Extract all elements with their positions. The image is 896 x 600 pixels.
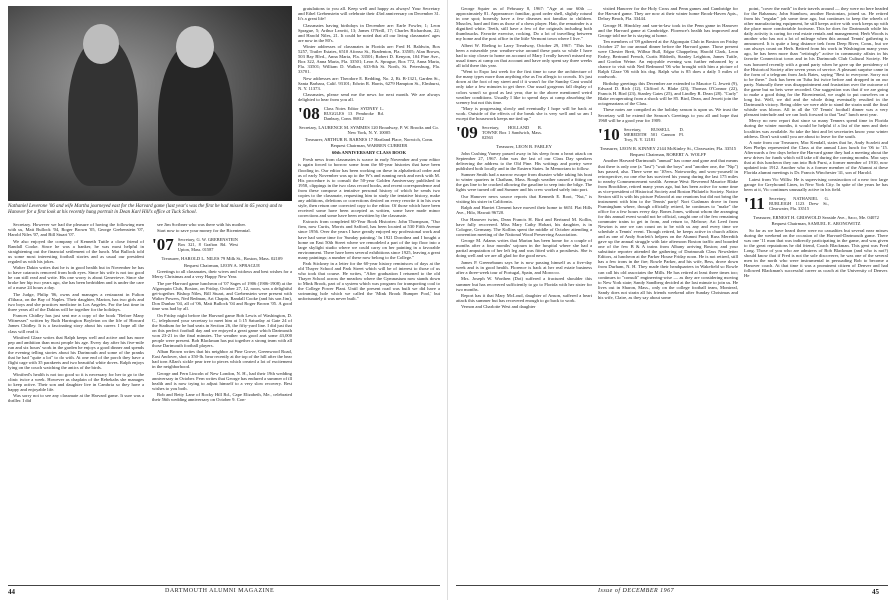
paragraph: George Squier as of February 8, 1967: "Age at our 60th — approximately 81. Appearance: familiar, good order shell, slightly rotund in one spot; honestly have a few diseases not familiar to children. Muscles, hard and firm as those of a chess player. Hair, the remainder is a dignified white. Teeth, still have a few of the originals including both thumbsucks. Favorite exercise, rocking. Do a lot of travelling between my home and the post office in the little Vermont town where I live." [456, 6, 592, 42]
paragraph: Birthday greetings this December are extended to Maurice G. Jewett (9), Edward D. Rich (12), Clifford A. Blake (23), Thomas O'Connor (22), Francis H. Bird (23), Stanley Gates (25), and Lindley R. Dean (28). "Curly" Blake recuperating from a shock will be 85. Bird, Dean, and Jewett join the octogenarians of the Class. [598, 80, 738, 107]
class-editor: Class Notes Editor SYDNEY L. RUGGLES 13 Pembroke Rd. Danbury, Conn. 06812 [323, 106, 384, 122]
paragraph: visited Hanover for the Holy Cross and Penn games and Cambridge for the Harvard game. They are now at their winter home Brook-Haven Apts., Delray Beach, Fla. 33444. [598, 6, 738, 22]
paragraph: The pre-Harvard game luncheon of '07 Sages of 1906 (1906-1908) at the Algonquin Club, Boston, on Friday, October 27, 12, noon, was a delightful get-together. Bishop Niles, Bill Stuart, and Grebenstein were present with Walter Powers, Ned Redman, Art Chapin, Randall Cooke (and his son Jim), Don Dunbar '04, all of '06, Matt Bullock '04 and Roger Brown '05. A good time was had by all. [152, 280, 292, 312]
page-number: 45 [872, 588, 879, 596]
paragraph: James P. Greenebaum says he is now passing himself as a five-day week and is in good health. Florence is back at her real estate business after a three-week tour of Portugal, Spain, and Morocco. [456, 259, 592, 276]
footer-rule [8, 585, 440, 586]
right-col3-top [744, 6, 888, 192]
class-09-header [456, 125, 592, 141]
left-column-2 [152, 222, 292, 582]
paragraph: Start now to save your money for the Bicentennial. [157, 228, 251, 234]
paragraph: Bob and Betty Lane of Rocky Hill Rd., Cape Elizabeth, Me., celebrated their 56th wedding anniversary on October 9. Con- [152, 392, 292, 403]
paragraph: Secretary. However we had the pleasure of having the following men with us, Matt Bullock '04, Roger Brown '05, George Grebenstein '07, Harold Niles '07, and Bill Stuart '07. [8, 222, 144, 238]
paragraph: George M. Adams writes that Marian has been home for a couple of months after a four months' sojourn in the hospital where she had a partial amputation of her left leg and was fitted with a prosthesis. She is doing well and we are all glad for the good news. [456, 238, 592, 259]
paragraph: Mrs. Joseph W. Worthen (Dot) suffered a fractured shoulder this summer but has recovered sufficiently to go to Florida with her sister for two months. [456, 276, 592, 292]
paragraph: On Friday night before the Harvard game Bob Lewis of Washington, D. C., telephoned your secretary to meet him at 1:15 Saturday at Gate 24 of the Stadium for he had seats in Section 26, the fifty-yard line. I did just that on this perfect football day and we enjoyed a great game which Dartmouth won 23-21 in the final minutes. The weather was good and some 43,000 people were present. Bob Blackman has put together a strong team with all those Dartmouth football players. [152, 312, 292, 348]
paragraph: Winifred Glaze writes that Ralph keeps well and active and has more pep and ambition than most people his age. Every day after his five-mile run and six hours' work in the garden he enjoys a good dinner and spends the evening telling stories about his Dartmouth and some of the pranks that he had "quite a lot" to do with. At one end of the porch they have a flight cage with 35 parakeets and two beautiful white doves. Ralph enjoys lying on the couch watching the antics of the birds. [8, 334, 144, 371]
class-11-header [744, 193, 888, 213]
paragraph: George H. Hinckley and son-in-law took in the Penn game in Hanover and the Harvard game at Cambridge. Florence's health has improved and George told me he is staying at home. [598, 22, 738, 38]
left-col3-top [298, 6, 440, 102]
class-bequest: Bequest Chairman, SAMUEL E. ARONOWITZ [771, 221, 861, 227]
paragraph: Classmates having birthdays in December are: Earle Fowler, 1; Leon Sprague, 5; Arthur Leavitt, 13; James O'Neill, 17; Charles Richardson, 22; and Harold Niles, 21. It could be noted that all our living classmates' ages are now in the 80's. [298, 22, 440, 43]
paragraph: A note from our Treasurer, Mac Kendall, states that he, Andy Scarlett and Ken Phelps represented the Class at the annual Lion lunch for '06 to '15. Afterwards a few days before the Harvard game they had a meeting about the new drives for funds which will take off during the coming months. Mac says that at this luncheon they ran into Bob Furst, a former member of 1910, now updated into 1912. Another who is a former member of the Alumni at these Florida alumni meetings is Dr. Francis Winchester '41, son of Harold. [744, 140, 888, 176]
paragraph: Report has it that Mary McLoud, daughter of Anson, suffered a heart attack this summer but has recovered enough to go back to work. [456, 292, 592, 304]
paragraph: We also enjoyed the company of Kenneth Tuttle a close friend of Randall Cooke. Since he was a banker, he was most helpful in straightening out the financial settlement of the lunch. Mat Bullock told us some most interesting football stories and as usual our president regaled us with his jokes. [8, 238, 144, 264]
right-column-2 [598, 6, 738, 582]
class-treasurer: Treasurer, ERNEST H. GRISWOLD Seaside Ave., Saco, Me. 04072 [753, 214, 879, 220]
paragraph: Extracts from completed 60-Year Book Histories: John Thompson, "Our firm, now Curtis, Morris and Safford, has been located at 530 Fifth Avenue since 1956. Over the years I have greatly enjoyed my professional work and have had some time for 'Sunday painting.' In 1921 Dorothea and I bought a home on East 50th Street where we remodeled a part of the top floor into a large skylight studio where we could carry on her painting in a favorable environment. There have been several exhibitions since 1925, leaving a great many paintings; a number of these now belong to the College." [298, 219, 440, 260]
class-secretary: Secretary, G. W. GREBENSTEIN Box 321, 8 Grafton Rd. West Upton, Mass. 01587 [177, 237, 238, 253]
photo-caption: Nathaniel Leverone '06 and wife Martha journeyed east for the Harvard game (last year's was the first he had missed in 65 years) and to Hanover for a first look at his recently hung portrait in Dean Karl Hill's office at Tuck School. [8, 204, 283, 215]
paragraph: Mercy no new report that since so many Tenners spend time in Florida during the winter months, it would be helpful if a list of the men and their localities was available. So take the hint and let secretaries know your winter address. Don't wait until you are about to leave for the south. [744, 118, 888, 139]
left-col2-top [152, 222, 292, 233]
paragraph: Albert W. Ebeling to Larry Treadway, October 29, 1967: "This has been a miserable year weather-wise around these parts so while I have had to stay closer to home on account of Mary I really haven't missed my usual times at camp on that account and have only spent say three weeks all told there this year. [456, 42, 592, 68]
paragraph: Greetings to all classmates, their wives and widows and best wishes for a Merry Christmas and a very Happy New Year. [152, 269, 292, 280]
class-book-heading: 60th ANNIVERSARY CLASS BOOK [331, 150, 407, 156]
paragraph: Frances Chidley has just sent me a copy of the book "Before Many Witnesses" written by Ruth Harrington Boyleton on the life of Howard James Chidley. It is a fascinating story about his career. I hope all the class will read it. [8, 313, 144, 334]
paragraph: George and Fern Lincoln of New London, N. H., had their 19th wedding anniversary in October. Fern writes that George has endured a summer of ill health and is now trying to adjust himself to a very slow recovery. Best wishes to you both. [152, 370, 292, 391]
left-col3-body [298, 157, 440, 301]
class-08-header [298, 106, 440, 122]
class-year: '11 [744, 193, 765, 213]
class-treasurer: Treasurer, HAROLD L. NILES 79 Milk St., Boston, Mass. 02109 [161, 256, 283, 262]
paragraph: The Judge, Philip '06, owns and manages a restaurant in Fulton d'Ithaca, on the Bay of Naples. Their daughter, Marion, has two girls and two boys and she practices medicine in Los Angeles. For the last time in three years all of the Dakins will be together for the holidays. [8, 291, 144, 312]
right-col1-top [456, 6, 592, 121]
paragraph: Park Stickney in a letter for the 60-year history reminisces of days at the old Thayer School and Park Street which will be of interest to those of us who took that course. He writes, "After graduation I returned to the old Thayer School across the meadow where the Gymnasium now stands down to Mink Brook, part of a system which was program for transporting coal to the College Power Plant. Until the present road was built we did have a swimming hole which we called the 'Mink Brook Bumper Pool,' but unfortunately it was never built." [298, 261, 440, 302]
class-secretary: Secretary, RUSSELL D. MEREDITH 501 Cannon Pl. Troy, N. Y. 12181 [623, 126, 684, 142]
paragraph: Was sorry not to see any classmate at the Harvard game. It sure was a thriller. I did [8, 393, 144, 404]
paragraph: see Jim Scribner who was there with his mother. [157, 222, 246, 227]
paragraph: Another Harvard-Dartmouth "annual" has come and gone and that means that there is only one (a "last") "wait the boys" and "another one, the "Nip") has passed, also. There were no '10'ers. Noteworthy, and wow-yourself in retrospective, no one else has survived his young during the last 175 miles to nearby Commencement wealth. Avenue West: Reverend Maurice Blake from Brookline, retired many years ago, but has been active for some time as vice-president of Historical Society and Boston Philatelic Society. Notice Sexton still is with his picture Polaroid at our reunions but did not bring the instrument with him to the Tennis' party! Nort Cushman drove in from Framingham where, though officially retired, he continues to "make" the office for a few hours every day. Bones Jones, without whom the arranging for this annual event would not be official, caught one of the few remaining commuter trains to get in from, and return to, Melrose; Art Leed from Newton is one we can count on to be with us any and every time we schedule a Tennis' event. Though retired, he keeps active in church affairs and as one of Andy Scarlett's helpers on the Alumni Fund; Russ Meredith gave up the annual struggle with late afternoon Boston traffic and boarded one of the few B & A trains from Albany arriving Boston; and your substitute reporter attended the gathering of Dartmouth Class Newsletter Editors, at luncheon at the Parker House Friday noon. He is not retired, still has a few irons in the fire; Rowle Parker, and his wife, Bess, drove down from Durham, N. H. They made their headquarters in Wakefield so Rowle can call his old associates the Mills. He has retired at least three times too; continues to "consult" engineering-wise — as they are considering moving to New York state; Sandy Sandberg decided at the last minute to join us. He lives out in Sharon, Mass., only on the college football team, Montreal, Sandy does not strain all his friends weekend after Sunday Christmas and his wife, Claire, as they say about some [598, 158, 738, 300]
paragraph: "Went to Expo last week for the first time to case the architecture of the many types more than anything else as I'm allergic to crowds. It's just down at the foot of my street and if it wasn't for the Sunday Cant would only take a few minutes to get there. Our usual gorgeous fall display of colors wasn't so good as last year, due to the above mentioned weird weather conditions. Usually I like to spend days at camp absorbing the scenery but not this time. [456, 69, 592, 105]
right-col1-body [456, 151, 592, 310]
class-year: '07 [152, 235, 174, 255]
paragraph: Winifred's health is not too good so it is necessary for her to go to the clinic twice a week. However as chaplain of the Rebekahs she manages to keep active. Their son and daughter live in Cambria so they have a happy and enjoyable life. [8, 371, 144, 392]
class-bequest: Bequest Chairman, WARREN CURRIER [330, 143, 408, 149]
right-column-1 [456, 6, 592, 582]
right-column-3 [744, 6, 888, 582]
class-treasurer: Treasurer, LEON R. KINNEY 2144 McKinley St., Clearwater, Fla. 33515 [599, 145, 737, 151]
class-10-header [598, 124, 738, 144]
leverone-photo [8, 6, 292, 201]
magazine-footer: DARTMOUTH ALUMNI MAGAZINE [165, 588, 275, 594]
paragraph: Ten members of '09 gathered at the Algonquin Club in Boston on Friday October 27 for our annual dinner before the Harvard game. Those present were Chester Brett, Wilbur Bull, Edgar Chappelear, Harold Clark, Leon Farley, Bertrand French, Curtis Hildreth, Stanley Leighton, James Tuttle, and Gordon Weine. An enjoyable evening was further enhanced by a chance to visit with Ned Redmond '06 who brought with him a picture of Ralph Glaze '06 with his dog. Ralph who is 85 does a daily 5 miles of roadwork. [598, 39, 738, 80]
paragraph: Ralph and Harriet Clement have moved their home to 6651 Flat Hills Ave., Hilo, Hawaii 96720. [456, 205, 592, 216]
paragraph: Sumner Smith had a narrow escape from disaster while taking his boat to winter quarters in Chatham, Mass. Rough weather caused a fitting on the gas line to be cracked allowing the gasoline to seep into the bilge. The lights were turned off and Sumner and his crew worked safely into port. [456, 172, 592, 193]
class-secretary: Secretary, HOLLAND B. TOWNE Box 1 Sandwich, Mass. 02563 [481, 125, 542, 141]
class-treasurer: Treasurer, ARTHUR B. BARNES 17 Hartland Place, Norwich, Conn. [304, 136, 434, 142]
paragraph: Our Hanover twins, Dean Francis H. Bird and Bertrand M. Kollin, have fully recovered. Miss Mary Cathy Hobart, his daughter, is in Cologne, Germany. The Kollins spent the middle of October attending a convention meeting of the National Wood Preserving Association. [456, 216, 592, 237]
left-col2-body [152, 269, 292, 402]
left-column-1 [8, 222, 144, 582]
left-col1-body [8, 222, 144, 403]
class-treasurer: Treasurer, LEON B. FARLEY [496, 144, 552, 150]
left-column-3 [298, 6, 440, 582]
class-secretary: Secretary, NATHANIEL G. BURLEIGH 1123 Drew St., Clearwater, Fla. 33515 [768, 195, 829, 211]
class-secretary: Secretary, LAURENCE M. SYMMES 120 Broadway, P. W. Brooks and Co. New York, N. Y. 10005 [298, 125, 440, 136]
class-year: '09 [456, 123, 478, 143]
issue-footer: Issue of DECEMBER 1967 [598, 588, 675, 594]
paragraph: New addresses are: Theodore E. Redding, No. 2, Rt. B-1321, Garden St., Santa Barbara, Calif. 93101; Edwin R. Harris, 6279 Hampton St., Elmhurst, N. Y. 11373. [298, 75, 440, 91]
paragraph: Alban Brown writes that his neighbor at Pine Grove, Greenwood Road, East Andover, shot a 350-lb. bear recently at the top of the hill after the bear had torn Allan's sickle pear tree to pieces which created a lot of excitement in the neighborhood. [152, 349, 292, 370]
paragraph: "Mary is progressing slowly and eventually I hope will be back at work. Outside of the effects of the break she is very well and so am I except the housework keeps me tied up." [456, 106, 592, 122]
paragraph: point, "cover the earth" in their travels around — they were no here headed for the Bahamas; John Stambow, another Bostonian, joined us. He retired from his "regular" job some time ago, but continues to keep the wheels of other manufacturing equipment, he still keeps active with work keeps up with the place more comfortable footwear. This he does for Dartmouth while his daily activity is caring for real estate rentals and management; Herb Woods is another who has not a lot of mileage when this annual Tennis' gathering is announced. It is quite a long distance trek from Deep River, Conn., but we can always count on Herb. Retired from his work in Washington many years ago, he has been more than "retiringly" active in community affairs in his favorite Connecticut town and in his Dartmouth Club Cultural Society. He was honored recently with a grand party when he gave up the presidency of the Historical Society after seven years of service. A pleasant surprise came in the form of a telegram from Jack Bates, saying "Best to everyone. Sorry not to be there." Jack has been on Tuba list twice before and dropped in on our party. Naturally there was disappointment and frustration over the outcome of the game but no bets were recorded. Our suggestion was that if we are going to make a good thing for the Bicentennial, we ought to put ourselves on a long list. Well, we did and the whole thing eventually resulted in the Dartmouth victory. Being older we were able to stand the strain until the final whistle was blown. All in all the '07 Tennis' football dinner was a very pleasant interlude and we can look forward to that "last" lunch next year. [744, 6, 888, 117]
class-year: '08 [298, 104, 320, 124]
paragraph: So far as we have heard there were no casualties but several near misses during the weekend on the occasion of the Harvard-Dartmouth game. There was one '11 man that was indirectly participating in the game, and was given to the great reputations he did friend, Coach Blackman. This gent was Fred Long. Those of you who are admirers of Bob Blackman (and who is not?) should know that if Fred is not the sole discoverer, he was one of the several men in the north who were instrumental in persuading Bob to become a Hanover coach. At that time it was a prominent citizen of Denver and had followed Blackman's successful career as coach at the University of Denver. He [744, 227, 888, 279]
paragraph: Latest from Vic Willis: He is supervising construction of a new two large garage for Greyhound Lines, in New York City. In spite of the years he has been at it, Vic continues unusually active in his field. [744, 176, 888, 192]
paragraph: Fresh news from classmates is scarce in early November and your editor is again forced to borrow some from the 60-year histories that have been flooding in. Our editor has been working on these in alphabetical order and as of early November was up to the W's and running neck and neck with M. His procedure is to consult the 50-year Golden Anniversary published in 1958, clippings in the two class record books, and recent correspondence and from these compose a tentative personal history of which he sends two copies to the classmate, requesting him to study the tentative history, make any additions, deletions or corrections desired on every rewrite it in his own style, then return one corrected copy to the editor. Of those which have been received some have been accepted as written, some have made minor corrections and some have been rewritten by the classmate. [298, 157, 440, 218]
class-07-header [152, 237, 292, 253]
paragraph: Walter Dakin writes that he is in good health but in November he has to have cataracts removed from both eyes. Since his wife is not too good he can still read and write. His one worry is about Genevieve. Since she broke her hip two years ago, she has been bedridden and is under the care of a nurse 24 hours a day. [8, 265, 144, 291]
paragraph: John Cushing Varney passed away in his sleep from a heart attack on September 27, 1967. John was the last of our Class Day speakers delivering the address to the Old Pine. His writings and poetry were published both locally and in the Eastern States. In Memoriam to follow. [456, 150, 592, 171]
paragraph: Classmates, please send me the news for next month. We are always delighted to hear from you all. [298, 92, 440, 103]
paragraph: Vernon and Charlotte West and daughter [461, 304, 536, 310]
paragraph: These notes are compiled as the holiday season is upon us. We trust the Secretary will be extend the Season's Greetings to you all and hope that 1968 will be a good year for 1909. [598, 107, 738, 123]
paragraph: Our Hanover news source reports that Kenneth E. Root, "Nut," is visiting his sister in California. [456, 193, 592, 204]
class-bequest: Bequest Chairman, LEON A. SPRAGUE [183, 262, 261, 268]
right-col3-body [744, 228, 888, 278]
right-col2-body [598, 158, 738, 299]
footer-rule [456, 585, 888, 586]
paragraph: Winter addresses of classmates in Florida are: Fred H. Baldwin, Box 5257, Trailer Estates, 6510 Afonso St., Bradenton, Fla. 33505; Alan Brown, 503 Bay Blvd., Anna Maria, Fla. 33501; Robert D. Kenyon, 104 Pine Ave., Box 322, Anna Maria, Fla. 33501; Leon A. Sprague, Box 772, Anna Maria, Fla. 33501; William D. Walker, 633-8th St. North, St. Petersburg, Fla. 33701. [298, 44, 440, 75]
paragraph: gratulations to you all. Keep well and happy as always! Your Secretary and Ethel Grebenstein will celebrate their 43rd anniversary on December 31. It's a great life! [298, 6, 440, 22]
class-bequest: Bequest Chairman, ROBERT A. WOLFF [629, 152, 707, 158]
class-year: '10 [598, 124, 620, 144]
page-number: 44 [8, 588, 15, 596]
right-col2-top [598, 6, 738, 123]
right-page [448, 0, 896, 600]
